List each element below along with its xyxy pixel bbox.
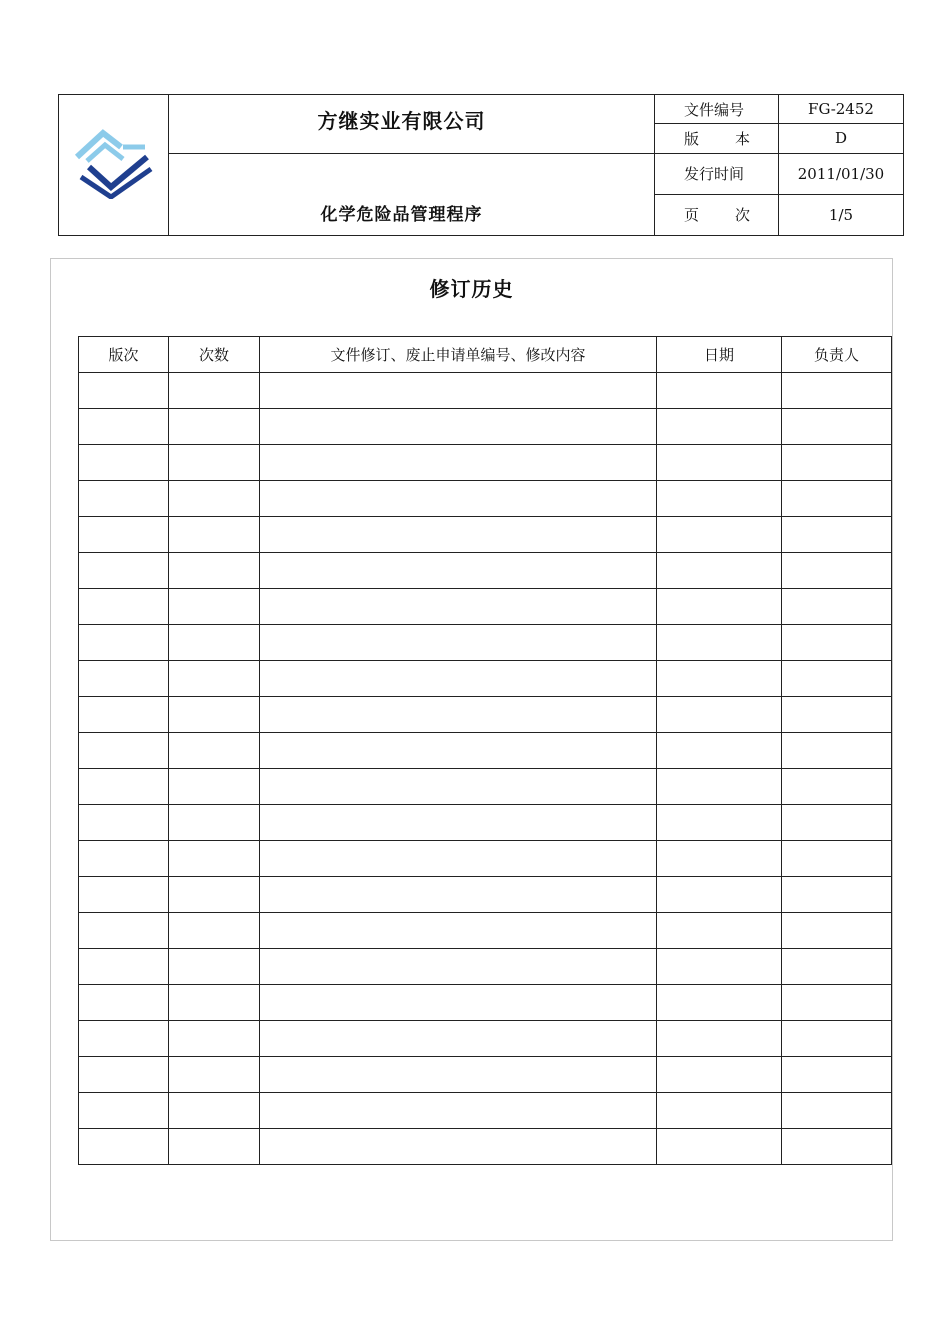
table-row xyxy=(79,1093,892,1129)
document-title: 化学危险品管理程序 xyxy=(320,204,483,225)
company-logo-icon xyxy=(73,127,155,199)
table-row xyxy=(79,589,892,625)
revision-history-title: 修订历史 xyxy=(429,277,514,301)
table-cell-count xyxy=(169,625,260,661)
field-value-doc-number: FG-2452 xyxy=(779,95,904,124)
table-cell-version xyxy=(79,877,169,913)
table-cell-owner xyxy=(782,445,892,481)
table-cell-version xyxy=(79,481,169,517)
table-cell-version xyxy=(79,805,169,841)
table-cell-owner xyxy=(782,697,892,733)
table-row xyxy=(79,481,892,517)
table-row xyxy=(79,661,892,697)
table-row xyxy=(79,373,892,409)
table-cell-content xyxy=(260,373,657,409)
table-cell-date xyxy=(657,1093,782,1129)
table-cell-count xyxy=(169,373,260,409)
document-header xyxy=(58,94,904,236)
table-cell-content xyxy=(260,1093,657,1129)
field-label-page: 页 次 xyxy=(655,194,779,235)
table-cell-content xyxy=(260,733,657,769)
table-cell-owner xyxy=(782,913,892,949)
table-cell-date xyxy=(657,913,782,949)
field-label-issue-date: 发行时间 xyxy=(655,153,779,194)
table-row xyxy=(79,625,892,661)
table-cell-content xyxy=(260,805,657,841)
table-cell-date xyxy=(657,769,782,805)
column-header-content: 文件修订、废止申请单编号、修改内容 xyxy=(260,337,657,373)
table-cell-date xyxy=(657,625,782,661)
table-cell-count xyxy=(169,913,260,949)
table-cell-owner xyxy=(782,1093,892,1129)
table-cell-version xyxy=(79,589,169,625)
table-row xyxy=(79,913,892,949)
table-cell-count xyxy=(169,481,260,517)
table-cell-content xyxy=(260,697,657,733)
revision-history-table xyxy=(78,336,892,1165)
table-cell-count xyxy=(169,553,260,589)
field-label-version: 版 本 xyxy=(655,124,779,153)
table-cell-content xyxy=(260,589,657,625)
table-cell-version xyxy=(79,733,169,769)
table-cell-version xyxy=(79,949,169,985)
table-cell-content xyxy=(260,769,657,805)
field-value-page: 1/5 xyxy=(779,194,904,235)
table-cell-date xyxy=(657,553,782,589)
field-label-doc-number: 文件编号 xyxy=(655,95,779,124)
table-cell-content xyxy=(260,841,657,877)
table-cell-count xyxy=(169,1093,260,1129)
table-cell-content xyxy=(260,409,657,445)
table-cell-version xyxy=(79,445,169,481)
table-cell-date xyxy=(657,481,782,517)
table-cell-owner xyxy=(782,589,892,625)
table-row xyxy=(79,517,892,553)
table-row xyxy=(79,445,892,481)
table-cell-date xyxy=(657,949,782,985)
table-cell-content xyxy=(260,949,657,985)
table-cell-owner xyxy=(782,949,892,985)
table-row xyxy=(79,985,892,1021)
table-cell-content xyxy=(260,1021,657,1057)
table-cell-owner xyxy=(782,409,892,445)
table-row xyxy=(79,769,892,805)
table-cell-date xyxy=(657,589,782,625)
table-cell-version xyxy=(79,409,169,445)
table-row xyxy=(79,949,892,985)
table-row xyxy=(79,1057,892,1093)
table-cell-content xyxy=(260,877,657,913)
table-cell-content xyxy=(260,445,657,481)
table-row xyxy=(79,1021,892,1057)
table-cell-count xyxy=(169,805,260,841)
table-cell-owner xyxy=(782,625,892,661)
table-cell-version xyxy=(79,1057,169,1093)
table-cell-content xyxy=(260,661,657,697)
table-cell-owner xyxy=(782,841,892,877)
table-row xyxy=(79,733,892,769)
table-cell-content xyxy=(260,913,657,949)
table-cell-owner xyxy=(782,769,892,805)
table-cell-count xyxy=(169,733,260,769)
field-value-issue-date: 2011/01/30 xyxy=(779,153,904,194)
table-cell-count xyxy=(169,841,260,877)
column-header-count: 次数 xyxy=(169,337,260,373)
table-cell-count xyxy=(169,445,260,481)
table-cell-version xyxy=(79,841,169,877)
table-cell-owner xyxy=(782,985,892,1021)
table-cell-version xyxy=(79,625,169,661)
table-cell-version xyxy=(79,769,169,805)
table-cell-date xyxy=(657,805,782,841)
table-cell-date xyxy=(657,1021,782,1057)
table-cell-date xyxy=(657,661,782,697)
table-cell-date xyxy=(657,985,782,1021)
company-name-cell xyxy=(169,95,655,154)
table-cell-date xyxy=(657,733,782,769)
table-cell-count xyxy=(169,769,260,805)
table-cell-count xyxy=(169,661,260,697)
document-title-cell xyxy=(169,153,655,236)
table-cell-date xyxy=(657,697,782,733)
table-cell-content xyxy=(260,1057,657,1093)
table-row xyxy=(79,841,892,877)
table-cell-count xyxy=(169,1021,260,1057)
table-cell-version xyxy=(79,697,169,733)
table-cell-count xyxy=(169,877,260,913)
column-header-owner: 负责人 xyxy=(782,337,892,373)
table-cell-date xyxy=(657,1129,782,1165)
table-cell-date xyxy=(657,1057,782,1093)
table-row xyxy=(79,805,892,841)
table-cell-count xyxy=(169,589,260,625)
table-cell-version xyxy=(79,661,169,697)
table-cell-owner xyxy=(782,805,892,841)
table-cell-owner xyxy=(782,481,892,517)
table-cell-content xyxy=(260,481,657,517)
table-cell-content xyxy=(260,625,657,661)
table-cell-owner xyxy=(782,1021,892,1057)
revision-history-body xyxy=(79,373,892,1165)
table-cell-date xyxy=(657,517,782,553)
table-cell-count xyxy=(169,697,260,733)
table-cell-owner xyxy=(782,877,892,913)
column-header-date: 日期 xyxy=(657,337,782,373)
table-cell-version xyxy=(79,1021,169,1057)
table-cell-owner xyxy=(782,661,892,697)
table-cell-owner xyxy=(782,553,892,589)
table-header-row xyxy=(79,337,892,373)
table-cell-owner xyxy=(782,517,892,553)
table-cell-date xyxy=(657,409,782,445)
table-cell-count xyxy=(169,985,260,1021)
table-cell-version xyxy=(79,1129,169,1165)
table-cell-content xyxy=(260,985,657,1021)
table-cell-count xyxy=(169,1057,260,1093)
table-cell-owner xyxy=(782,1129,892,1165)
table-cell-count xyxy=(169,1129,260,1165)
table-cell-date xyxy=(657,373,782,409)
table-cell-version xyxy=(79,1093,169,1129)
table-cell-version xyxy=(79,373,169,409)
table-cell-version xyxy=(79,913,169,949)
company-name: 方继实业有限公司 xyxy=(317,109,486,134)
table-row xyxy=(79,553,892,589)
table-cell-owner xyxy=(782,733,892,769)
table-cell-date xyxy=(657,877,782,913)
table-cell-owner xyxy=(782,1057,892,1093)
table-cell-version xyxy=(79,985,169,1021)
table-cell-count xyxy=(169,517,260,553)
table-cell-content xyxy=(260,553,657,589)
table-row xyxy=(79,877,892,913)
table-cell-count xyxy=(169,949,260,985)
table-row xyxy=(79,1129,892,1165)
table-cell-version xyxy=(79,517,169,553)
table-cell-date xyxy=(657,445,782,481)
field-value-version: D xyxy=(779,124,904,153)
column-header-version: 版次 xyxy=(79,337,169,373)
table-cell-content xyxy=(260,517,657,553)
table-cell-count xyxy=(169,409,260,445)
table-cell-date xyxy=(657,841,782,877)
table-row xyxy=(79,409,892,445)
table-cell-version xyxy=(79,553,169,589)
table-cell-content xyxy=(260,1129,657,1165)
table-cell-owner xyxy=(782,373,892,409)
table-row xyxy=(79,697,892,733)
